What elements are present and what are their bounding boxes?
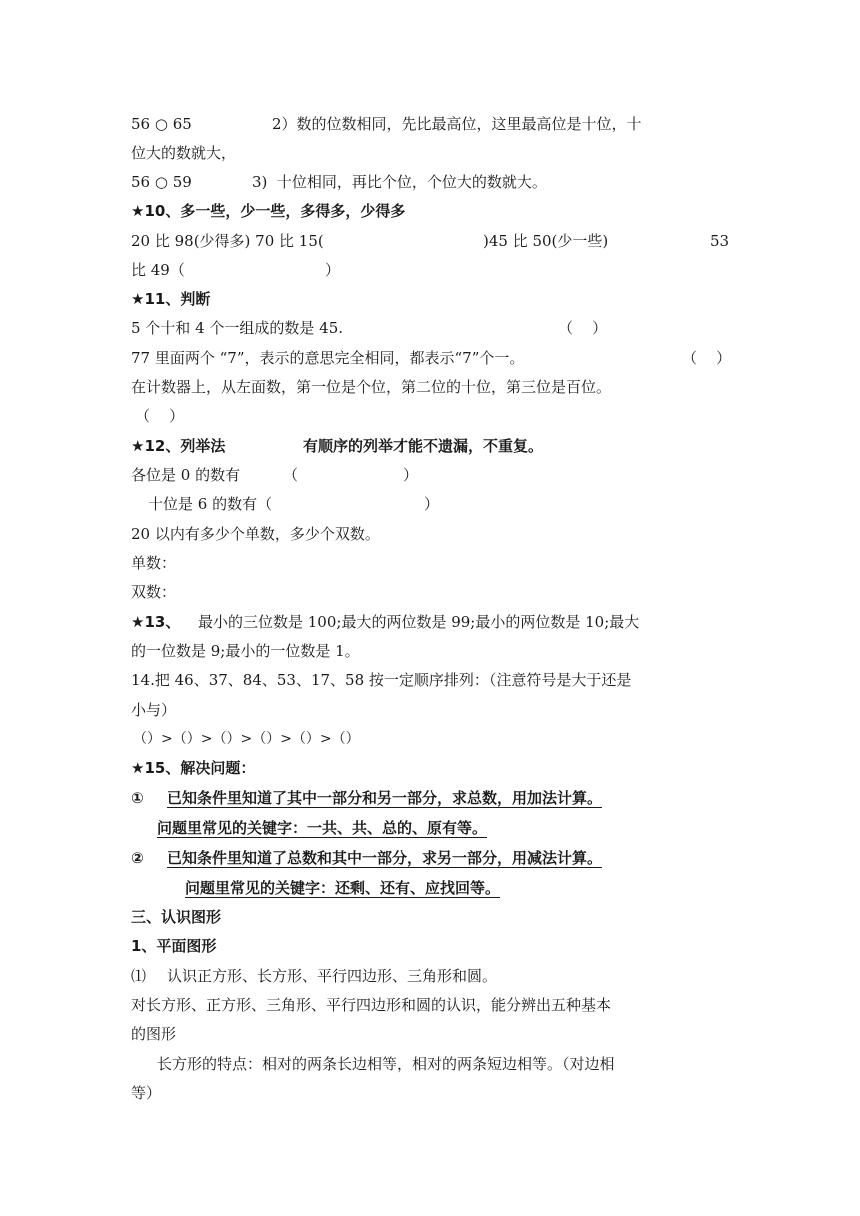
point-2-keywords: 问题里常见的关键字：还剩、还有、应找回等。: [185, 879, 501, 897]
shapes-item-marker: ⑴: [131, 967, 147, 985]
sort-14-cont: 小与）: [131, 701, 177, 719]
even-numbers: 双数：: [131, 583, 177, 601]
heading-15: ★15、解决问题：: [131, 759, 256, 777]
fact-13-cont: 的一位数是 9;最小的一位数是 1。: [131, 642, 360, 660]
heading-10: ★10、多一些，少一些，多得多，少得多: [131, 202, 406, 220]
rule-3: 3) 十位相同，再比个位，个位大的数就大。: [252, 173, 547, 191]
rule-2-cont: 位大的数就大，: [131, 144, 237, 162]
enum-1: 各位是 0 的数有: [131, 466, 241, 484]
judge-2-paren: （ ）: [682, 349, 732, 367]
point-1-marker: ①: [131, 789, 144, 807]
q10-part-d: 比 49（: [131, 261, 185, 279]
sort-14-blanks: （）>（）>（）>（）>（）>（）: [133, 731, 360, 747]
q10-part-a: 20 比 98(少得多) 70 比 15(: [131, 232, 324, 250]
q10-close-paren: ）: [325, 261, 341, 279]
heading-11: ★11、判断: [131, 290, 211, 308]
enum-1-close: ）: [403, 466, 419, 484]
heading-12: ★12、列举法: [131, 437, 226, 455]
q10-part-c: 53: [710, 232, 730, 250]
judge-3: 在计数器上，从左面数，第一位是个位，第二位的十位，第三位是百位。: [131, 378, 612, 396]
section-3-title: 三、认识图形: [131, 908, 222, 926]
heading-13: ★13、: [131, 613, 181, 631]
judge-1-paren: （ ）: [558, 319, 608, 337]
enum-2-close: ）: [424, 495, 440, 513]
judge-3-paren: （ ）: [135, 407, 185, 425]
point-1-keywords: 问题里常见的关键字：一共、共、总的、原有等。: [157, 819, 488, 837]
heading-12-note: 有顺序的列举才能不遗漏，不重复。: [303, 437, 544, 455]
enum-1-open: （: [283, 466, 299, 484]
rectangle-feature: 长方形的特点：相对的两条长边相等，相对的两条短边相等。（对边相: [157, 1055, 615, 1073]
enum-2: 十位是 6 的数有（: [148, 495, 273, 513]
judge-1: 5 个十和 4 个一组成的数是 45.: [131, 319, 344, 337]
compare-56-59: 56 ○ 59: [131, 173, 192, 191]
rule-2: 2）数的位数相同，先比最高位，这里最高位是十位，十: [272, 115, 642, 133]
shapes-desc-cont: 的图形: [131, 1025, 177, 1043]
enum-3: 20 以内有多少个单数，多少个双数。: [131, 525, 380, 543]
odd-numbers: 单数：: [131, 554, 177, 572]
point-1-text: 已知条件里知道了其中一部分和另一部分，求总数，用加法计算。: [167, 789, 603, 807]
fact-13: 最小的三位数是 100;最大的两位数是 99;最小的两位数是 10;最大: [198, 613, 640, 631]
judge-2: 77 里面两个 “7”，表示的意思完全相同，都表示“7”个一。: [131, 349, 525, 367]
compare-56-65: 56 ○ 65: [131, 115, 192, 133]
subsection-1-title: 1、平面图形: [131, 937, 217, 955]
q10-part-b: )45 比 50(少一些): [483, 232, 609, 250]
point-2-text: 已知条件里知道了总数和其中一部分，求另一部分，用减法计算。: [167, 849, 603, 867]
shapes-item-text: 认识正方形、长方形、平行四边形、三角形和圆。: [167, 967, 498, 985]
sort-14: 14.把 46、37、84、53、17、58 按一定顺序排列：（注意符号是大于还是: [131, 671, 632, 689]
rectangle-feature-cont: 等）: [131, 1084, 162, 1102]
point-2-marker: ②: [131, 849, 144, 867]
shapes-desc: 对长方形、正方形、三角形、平行四边形和圆的认识，能分辨出五种基本: [131, 996, 612, 1014]
